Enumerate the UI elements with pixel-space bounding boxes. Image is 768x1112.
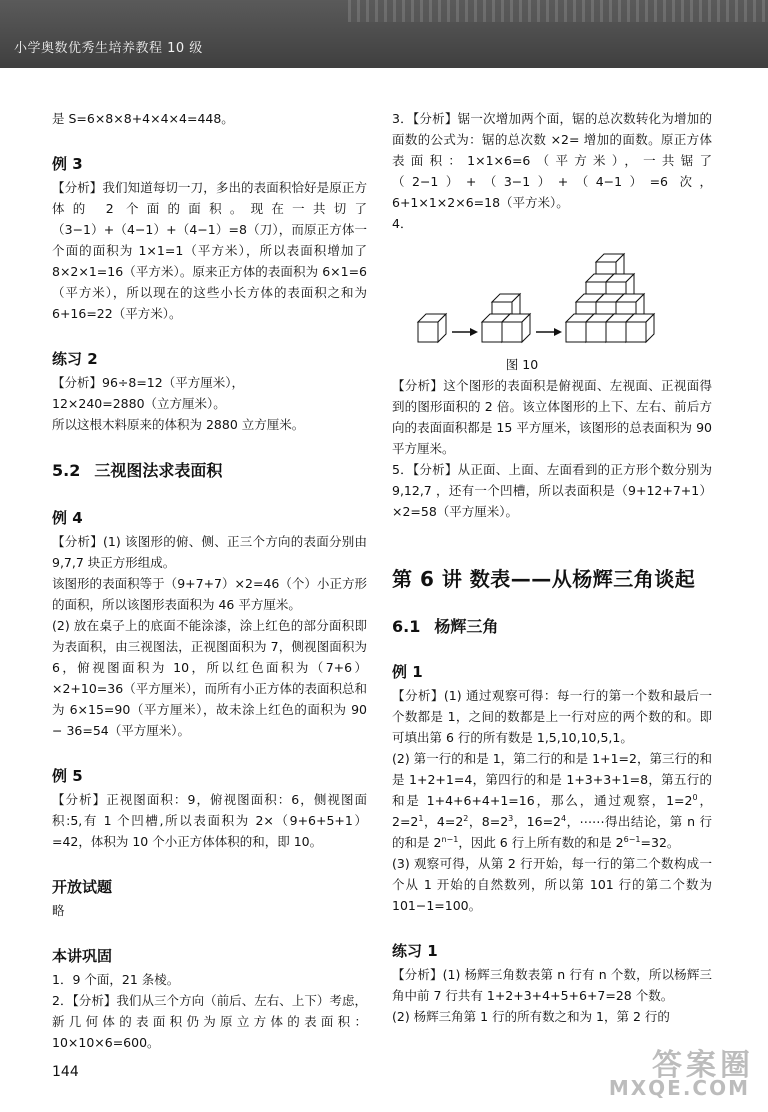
example-1-part-3: (3) 观察可得，从第 2 行开始，每一行的第二个数构成一个从 1 开始的自然数列，所以第 101 行的第二个数为 101−1=100。 <box>392 856 712 913</box>
book-title: 小学奥数优秀生培养教程 10 级 <box>14 41 203 56</box>
open-questions-heading: 开放试题 <box>52 878 113 896</box>
item-4: 4． <box>392 216 413 231</box>
practice-2-line-3: 所以这根木料原来的体积为 2880 立方厘米。 <box>52 417 305 432</box>
section-number: 6.1 <box>392 617 421 636</box>
review-item-2: 2．【分析】我们从三个方向（前后、左右、上下）考虑，新几何体的表面积仍为原立方体的表面积：10×10×6=600。 <box>52 993 367 1050</box>
figure-caption: 图 10 <box>505 357 539 372</box>
practice-1-heading: 练习 1 <box>392 942 438 960</box>
example-5-analysis: 【分析】正视图面积：9，俯视图面积：6，侧视图面积:5,有 1 个凹槽,所以表面积为 2×（9+6+5+1）=42，体积为 10 个小正方体体积的和，即 10。 <box>52 792 367 849</box>
example-5-heading: 例 5 <box>52 767 83 785</box>
section-title: 杨辉三角 <box>434 617 499 636</box>
section-6-1-heading <box>392 616 712 637</box>
section-title: 三视图法求表面积 <box>94 461 223 480</box>
example-4-heading: 例 4 <box>52 509 83 527</box>
open-questions-text: 略 <box>52 903 65 918</box>
review-item-1: 1．9 个面，21 条棱。 <box>52 972 180 987</box>
right-column <box>392 108 712 1027</box>
section-number: 5.2 <box>52 461 81 480</box>
pyramid-cube-stack <box>566 254 654 342</box>
single-cube <box>418 314 446 342</box>
figure-10 <box>392 240 712 352</box>
example-4-part-1b: 该图形的表面积等于（9+7+7）×2=46（个）小正方形的面积，所以该图形表面积为 46 平方厘米。 <box>52 576 367 612</box>
example-1-part-1: 【分析】(1) 通过观察可得：每一行的第一个数和最后一个数都是 1，之间的数都是上一行对应的两个数的和。即可填出第 6 行的所有数是 1,5,10,10,5,1。 <box>392 688 712 745</box>
lecture-6-title: 第 6 讲 数表——从杨辉三角谈起 <box>392 567 696 591</box>
practice-2-heading: 练习 2 <box>52 350 98 368</box>
cube-stack-figure <box>410 240 690 352</box>
example-1-heading: 例 1 <box>392 663 423 681</box>
section-5-2-heading <box>52 459 367 483</box>
header-decoration <box>348 0 768 22</box>
watermark-line-2: MXQE.COM <box>608 1076 750 1100</box>
arrow-2-icon <box>536 328 562 336</box>
practice-2-line-1: 【分析】96÷8=12（平方厘米）， <box>52 375 244 390</box>
example-1-part-2: (2) 第一行的和是 1，第二行的和是 1+1=2，第三行的和是 1+2+1=4，第四行的和是 1+3+3+1=8，第五行的和是 1+4+6+4+1=16，那么，通过观察，$1=2^0$，$2=2^1$，$4=2^2$，$8=2^3$，$16=2^4$，⋯⋯得出结论，第 n 行的和是 $2^{n-1}$，因此 6 行上所有数的和是 $2^{6-1}=32$。 <box>392 751 712 850</box>
example-3-heading: 例 3 <box>52 155 83 173</box>
watermark <box>604 1040 754 1100</box>
item-3: 3．【分析】锯一次增加两个面，锯的总次数转化为增加的面数的公式为：锯的总次数 ×2= 增加的面数。原正方体表面积：1×1×6=6（平方米），一共锯了（2−1）+（3−1）+（4−1）=6 次，6+1×1×2×6=18（平方米）。 <box>392 111 712 210</box>
solution-line: 是 S=6×8×8+4×4×4=448。 <box>52 111 234 126</box>
arrow-1-icon <box>452 328 478 336</box>
watermark-line-1: 答案圈 <box>652 1048 754 1083</box>
review-heading: 本讲巩固 <box>52 947 113 965</box>
three-cube-stack <box>482 294 530 342</box>
page-header <box>0 0 768 68</box>
page-number: 144 <box>52 1064 79 1080</box>
practice-1-part-2: (2) 杨辉三角第 1 行的所有数之和为 1，第 2 行的 <box>392 1009 670 1024</box>
practice-2-line-2: 12×240=2880（立方厘米）。 <box>52 396 226 411</box>
item-5: 5．【分析】从正面、上面、左面看到的正方形个数分别为 9,12,7 ，还有一个凹槽，所以表面积是（9+12+7+1）×2=58（平方厘米）。 <box>392 462 712 519</box>
example-4-part-2: (2) 放在桌子上的底面不能涂漆，涂上红色的部分面积即为表面积，由三视图法，正视图面积为 7，侧视图面积为 6，俯视图面积为 10，所以红色面积为（7+6）×2+10=36（平方厘米），而所有小正方体的表面积总和为 6×15=90（平方厘米），故未涂上红色的面积为 90 − 36=54（平方厘米）。 <box>52 618 367 738</box>
example-4-part-1: 【分析】(1) 该图形的俯、侧、正三个方向的表面分别由 9,7,7 块正方形组成。 <box>52 534 367 570</box>
item-4-analysis: 【分析】这个图形的表面积是俯视面、左视面、正视面得到的图形面积的 2 倍。该立体图形的上下、左右、前后方向的表面面积都是 15 平方厘米，该图形的总表面积为 90 平方厘米。 <box>392 378 712 456</box>
practice-1-part-1: 【分析】(1) 杨辉三角数表第 n 行有 n 个数，所以杨辉三角中前 7 行共有 1+2+3+4+5+6+7=28 个数。 <box>392 967 712 1003</box>
example-3-analysis: 【分析】我们知道每切一刀，多出的表面积恰好是原正方体的 2 个面的面积。现在一共切了（3−1）+（4−1）+（4−1）=8（刀），而原正方体一个面的面积为 1×1=1（平方米），所以表面积增加了 8×2×1=16（平方米）。原来正方体的表面积为 6×1=6（平方米），所以现在的这些小长方体的表面积之和为 6+16=22（平方米）。 <box>52 180 367 321</box>
left-column <box>52 108 367 1053</box>
